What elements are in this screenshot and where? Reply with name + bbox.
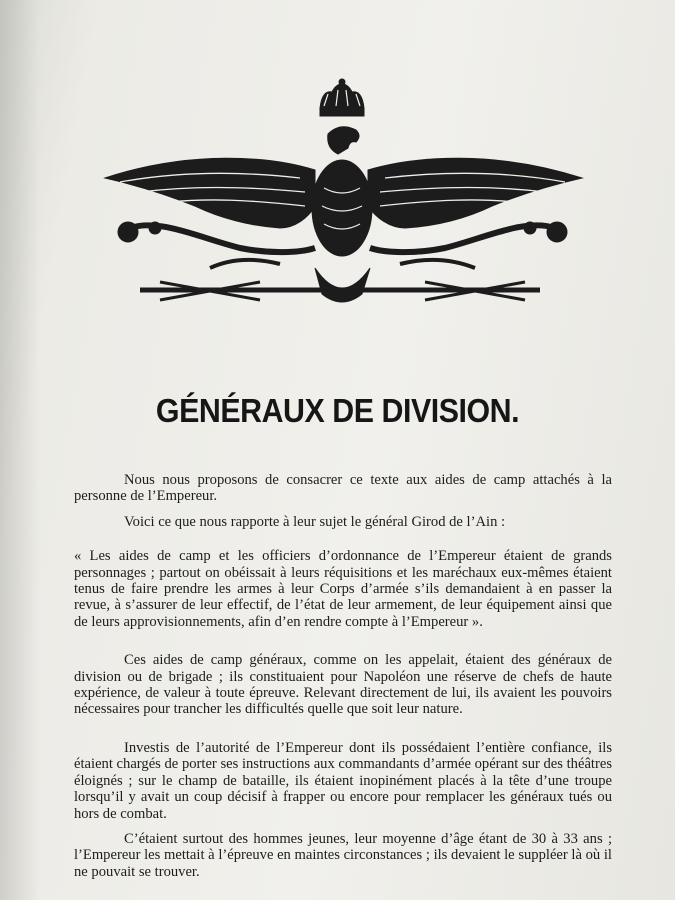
body-text	[74, 472, 612, 880]
crown-icon	[320, 79, 364, 116]
imperial-eagle-emblem	[100, 78, 585, 310]
paragraph-intro: Nous nous proposons de consacrer ce texte aux aides de camp attachés à la personne de l’Empereur.	[74, 472, 612, 505]
paragraph-citation-intro: Voici ce que nous rapporte à leur sujet le général Girod de l’Ain :	[124, 513, 506, 530]
page-title: GÉNÉRAUX DE DIVISION.	[155, 392, 520, 429]
paragraph-generals: Ces aides de camp généraux, comme on les appelait, étaient des généraux de division ou de brigade ; ils constituaient pour Napoléon une réserve de chefs de haute expérience, de valeur à toute épreuve. Relevant directement de lui, ils avaient les pouvoirs nécessaires pour trancher les difficultés quelle que soit leur nature.	[74, 652, 612, 718]
paragraph-quote: « Les aides de camp et les officiers d’ordonnance de l’Empereur étaient de grands personnages ; partout on obéissait à leurs réquisitions et les maréchaux eux-mêmes étaient tenus de faire prendre les armes à leur Corps d’armée s’ils demandaient à en passer la revue, à s’assurer de leur effectif, de l’état de leur armement, de leur équipement ainsi que de leurs approvisionnements, afin d’en rendre compte à l’Empereur ».	[74, 548, 612, 630]
page-gutter-shadow	[0, 0, 40, 900]
paragraph-age: C’étaient surtout des hommes jeunes, leur moyenne d’âge étant de 30 à 33 ans ; l’Empereur les mettait à l’épreuve en maintes circonstances ; ils devaient le suppléer là où il ne pouvait se trouver.	[74, 830, 612, 880]
paragraph-authority: Investis de l’autorité de l’Empereur dont ils possédaient l’entière confiance, ils étaient chargés de porter ses instructions aux commandants d’armée opérant sur des théâtres éloignés ; sur le champ de bataille, ils étaient inopinément placés à la tête d’une troupe lorsqu’il y avait un coup décisif à frapper ou encore pour remplacer les généraux tués ou hors de combat.	[74, 739, 612, 822]
